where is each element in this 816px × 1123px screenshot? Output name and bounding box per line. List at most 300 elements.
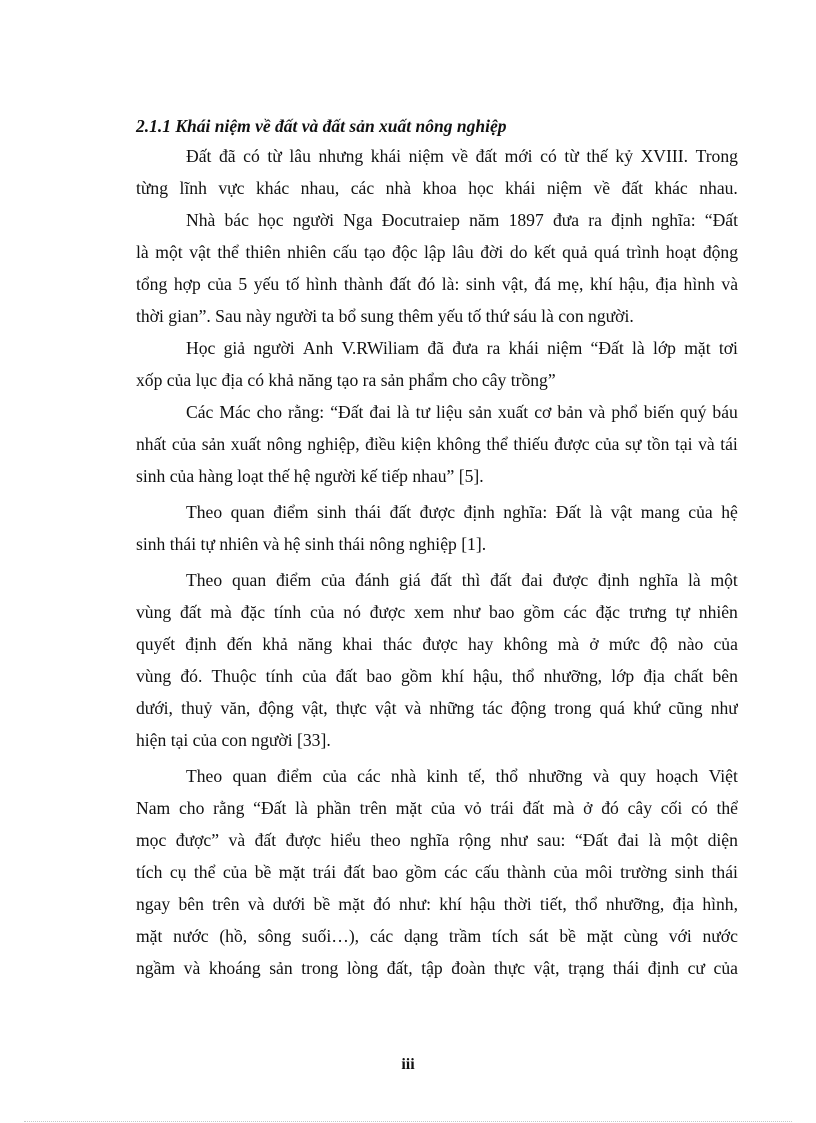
word: nhưỡng, [543,666,603,686]
word: thái [711,862,738,882]
word: hoạt [665,242,697,262]
word: độc [392,242,418,262]
word: lĩnh [179,178,207,198]
word: hoạch [656,766,699,786]
word: “Đất [574,830,609,850]
word: đai [617,830,640,850]
text-line [136,792,738,824]
word: hình [683,274,715,294]
word: thể [486,434,508,454]
page-number: iii [401,1056,415,1073]
word: vật [610,502,633,522]
word: cụ [169,862,187,882]
word: ở [583,798,593,818]
word: địa [672,894,695,914]
text-line [136,888,738,920]
word: gồm [405,862,437,882]
word: sát [529,926,549,946]
word: đặc [595,602,620,622]
word: khác [654,178,688,198]
word: Các [186,402,214,422]
word: thái [612,958,640,978]
word: từng [136,178,169,198]
word: liệu [436,402,463,422]
word: năng [297,634,333,654]
word: nào [677,634,704,654]
word: cây [627,798,653,818]
text-line: sinh thái tự nhiên và hệ sinh thái nông nghiệp [1]. [136,534,487,554]
word: quan [231,570,267,590]
text-line [186,496,738,528]
word: học [258,210,284,230]
word: Việt [708,766,738,786]
word: cư [687,958,705,978]
word: bao [489,602,515,622]
word: văn, [220,698,251,718]
word: khí [441,666,464,686]
word: nhau. [699,178,738,198]
word: được [554,434,590,454]
word: nghiệp, [307,434,360,454]
word: dạng [403,926,439,946]
word: bề [559,926,576,946]
text-line: xốp của lục địa có khả năng tạo ra sản phẩm cho cây trồng” [136,370,556,390]
word: và [228,830,246,850]
text-line [186,760,738,792]
word: và [698,434,715,454]
text-line [136,428,738,460]
section-heading: 2.1.1 Khái niệm về đất và đất sản xuất nông nghiệp [136,116,507,136]
word: người [253,338,295,358]
word: các [369,926,394,946]
text-line [186,140,738,172]
word: khái [508,338,539,358]
word: trái [312,862,337,882]
text-line [136,628,738,660]
word: tập [421,958,443,978]
word: thổ [511,666,535,686]
word: đất, [386,958,413,978]
word: độ [650,634,668,654]
word: phần [316,798,351,818]
word: quy [619,766,646,786]
word: Theo [186,502,223,522]
text-line [136,824,738,856]
word: nghĩa [639,570,679,590]
word: nó [343,602,361,622]
word: Đất [186,146,212,166]
word: niệm [408,146,444,166]
word: không [503,634,548,654]
word: lập [424,242,446,262]
word: bác [224,210,249,230]
word: đã [218,146,236,166]
word: tại [674,434,693,454]
word: lòng [346,958,379,978]
word: đất [254,830,277,850]
word: bao [372,862,398,882]
word: khác [255,178,290,198]
word: Đất [555,502,582,522]
word: gồm [523,602,555,622]
word: một [670,830,699,850]
word: Nhà [186,210,216,230]
word: hậu, [619,274,649,294]
word: định [185,634,217,654]
word: Theo [186,766,223,786]
word: mặt [586,926,614,946]
word: khí [439,894,462,914]
word: khí [590,274,613,294]
word: là [632,338,645,358]
word: đoàn [451,958,486,978]
word: rằng: [288,402,325,422]
word: thể [716,798,738,818]
word: sau: [537,830,566,850]
word: bề [254,862,272,882]
word: các [357,766,381,786]
word: nghĩa: [503,502,548,522]
word: trên [359,798,387,818]
word: định [597,570,630,590]
word: ra [588,210,602,230]
word: địa [643,666,665,686]
word: sinh [674,862,705,882]
word: tự [675,602,690,622]
word: rộng [458,830,491,850]
word: Đocutraiep [381,210,460,230]
word: tính [273,602,302,622]
word: tế, [468,766,486,786]
word: trầm [448,926,482,946]
word: dưới [272,894,306,914]
word: vật, [301,698,328,718]
word: mặt [338,894,365,914]
word: Anh [302,338,334,358]
word: vùng [136,602,172,622]
word: (hồ, [219,926,248,946]
word: nhưỡng, [605,894,665,914]
word: của [713,958,738,978]
word: khả [262,634,288,654]
word: mang [640,502,680,522]
word: thổ [575,894,598,914]
word: quá [599,698,625,718]
word: về [451,146,469,166]
word: thành [506,862,546,882]
word: thổ [495,766,519,786]
word: cho [178,798,205,818]
word: được [422,634,458,654]
word: ở [589,634,599,654]
word: mà [210,602,232,622]
word: hiểu [330,830,361,850]
word: đất [389,502,412,522]
word: và [247,894,265,914]
word: giá [399,570,421,590]
word: của [207,274,232,294]
word: sản [201,434,226,454]
word: là [295,798,308,818]
text-line [136,920,738,952]
word: trong [301,958,339,978]
word: Thuộc [211,666,257,686]
word: trường [620,862,668,882]
page-bottom-divider [24,1121,792,1122]
word: như: [398,894,431,914]
word: XVIII. [640,146,688,166]
word: môi [585,862,613,882]
word: của [430,798,456,818]
word: là: [441,274,460,294]
word: nhà [385,178,412,198]
word: cùng [623,926,658,946]
word: Mác [219,402,251,422]
word: hậu [470,894,496,914]
word: của [688,502,713,522]
word: theo [370,830,401,850]
word: điều [365,434,396,454]
word: động [702,242,738,262]
word: của [595,434,620,454]
word: của [322,766,347,786]
word: vật, [533,958,560,978]
word: đất [343,862,366,882]
word: xuất [230,434,262,454]
text-line [186,332,738,364]
word: thiên [245,242,281,262]
word: nhưỡng [528,766,583,786]
word: được [419,502,456,522]
word: đưa [552,210,580,230]
word: tổng [136,274,168,294]
word: thiếu [513,434,549,454]
word: là [589,502,603,522]
word: kỷ [615,146,634,166]
word: điểm [276,766,313,786]
text-line [136,268,738,300]
text-line [136,660,738,692]
word: địa [655,274,677,294]
word: kết [534,242,556,262]
word: mà [552,798,575,818]
word: như [710,698,738,718]
word: động [258,698,294,718]
word: một [155,242,183,262]
text-line [136,236,738,268]
text-line [186,396,738,428]
word: suối…), [301,926,360,946]
word: dưới, [136,698,173,718]
word: và [588,402,606,422]
word: định [463,502,495,522]
word: thể [217,242,239,262]
word: “Đất [330,402,364,422]
word: quyết [136,634,176,654]
word: hay [467,634,494,654]
word: đưa [452,338,479,358]
word: do [509,242,528,262]
word: cấu [332,242,358,262]
word: nhưng [318,146,364,166]
word: với [668,926,692,946]
word: hậu, [473,666,503,686]
word: chất [674,666,704,686]
word: thế [586,146,608,166]
word: yếu [253,274,280,294]
word: định [611,210,643,230]
word: nhà [390,766,417,786]
word: tích [491,926,519,946]
word: thác [382,634,413,654]
word: định [647,958,680,978]
word: Theo [186,570,223,590]
word: tái [720,434,738,454]
word: đánh [355,570,390,590]
word: mẹ, [557,274,584,294]
word: khái [505,178,536,198]
word: đất [475,146,498,166]
word: đó. [180,666,203,686]
word: tiết, [539,894,567,914]
word: khai [342,634,373,654]
word: không [436,434,481,454]
word: cho [256,402,283,422]
word: phổ [611,402,638,422]
word: vật, [501,274,528,294]
word: Trong [695,146,738,166]
text-line: sinh của hàng loạt thế hệ người kế tiếp nhau” [5]. [136,466,484,486]
word: vùng [136,666,172,686]
word: rằng [213,798,245,818]
word: đất [522,798,545,818]
word: nhất [136,434,167,454]
word: mới [504,146,533,166]
word: sông [257,926,292,946]
word: thì [461,570,481,590]
word: V.RWiliam [341,338,420,358]
word: cũng [668,698,703,718]
word: trên [212,894,240,914]
word: của [222,862,248,882]
word: có [540,146,557,166]
word: nghĩa: [651,210,696,230]
word: lớp [611,666,635,686]
word: vật [189,242,211,262]
word: sự [625,434,642,454]
word: được [285,830,322,850]
word: tố [285,274,300,294]
word: “Đất [590,338,624,358]
word: vực [218,178,245,198]
word: khái [370,146,402,166]
word: bên [178,894,204,914]
word: mặt [278,862,306,882]
word: điểm [273,502,309,522]
word: khoáng [208,958,261,978]
word: đai [521,570,543,590]
word: đất [389,274,411,294]
word: quý [680,402,707,422]
word: có [243,146,260,166]
word: một [710,570,738,590]
word: “Đất [704,210,738,230]
word: tích [136,862,163,882]
word: các [350,178,375,198]
word: xuất [497,402,529,422]
word: trái [490,798,514,818]
word: đó [373,894,391,914]
word: xem [413,602,445,622]
word: diện [707,830,738,850]
word: đất [490,570,512,590]
word: bên [712,666,738,686]
word: là [687,570,701,590]
word: của [713,634,738,654]
word: người [292,210,335,230]
word: có [691,798,708,818]
word: sản [468,402,492,422]
word: bản [557,402,583,422]
word: mọc [136,830,167,850]
word: động [510,698,547,718]
word: quan [230,502,265,522]
word: Học [186,338,216,358]
word: những [429,698,475,718]
word: nhiên [287,242,327,262]
word: năm [469,210,500,230]
word: niệm [546,178,583,198]
word: vỏ [464,798,482,818]
word: giả [223,338,246,358]
text-line [186,204,738,236]
text-line: thời gian”. Sau này người ta bổ sung thêm yếu tố thứ sáu là con người. [136,306,634,326]
word: kiện [400,434,432,454]
word: 5 [238,274,248,294]
word: trình [626,242,660,262]
word: nhiên [698,602,738,622]
word: nước [702,926,738,946]
word: đá [534,274,551,294]
word: cơ [534,402,552,422]
word: “Đất [253,798,287,818]
word: thái [354,502,382,522]
word: được [369,602,406,622]
word: trưng [628,602,667,622]
word: của [302,666,327,686]
word: ngay [136,894,171,914]
word: thời [503,894,532,914]
word: thực [335,698,367,718]
word: thành [343,274,383,294]
word: của [171,434,197,454]
word: hình [305,274,338,294]
word: tính [265,666,293,686]
word: và [721,274,738,294]
word: sinh [316,502,347,522]
word: mặt [395,798,423,818]
word: các [563,602,587,622]
word: kinh [426,766,458,786]
word: thực [494,958,526,978]
text-line [136,692,738,724]
word: về [593,178,611,198]
word: đến [226,634,253,654]
word: các [444,862,468,882]
word: lâu [452,242,474,262]
word: tồn [646,434,670,454]
word: biến [643,402,675,422]
